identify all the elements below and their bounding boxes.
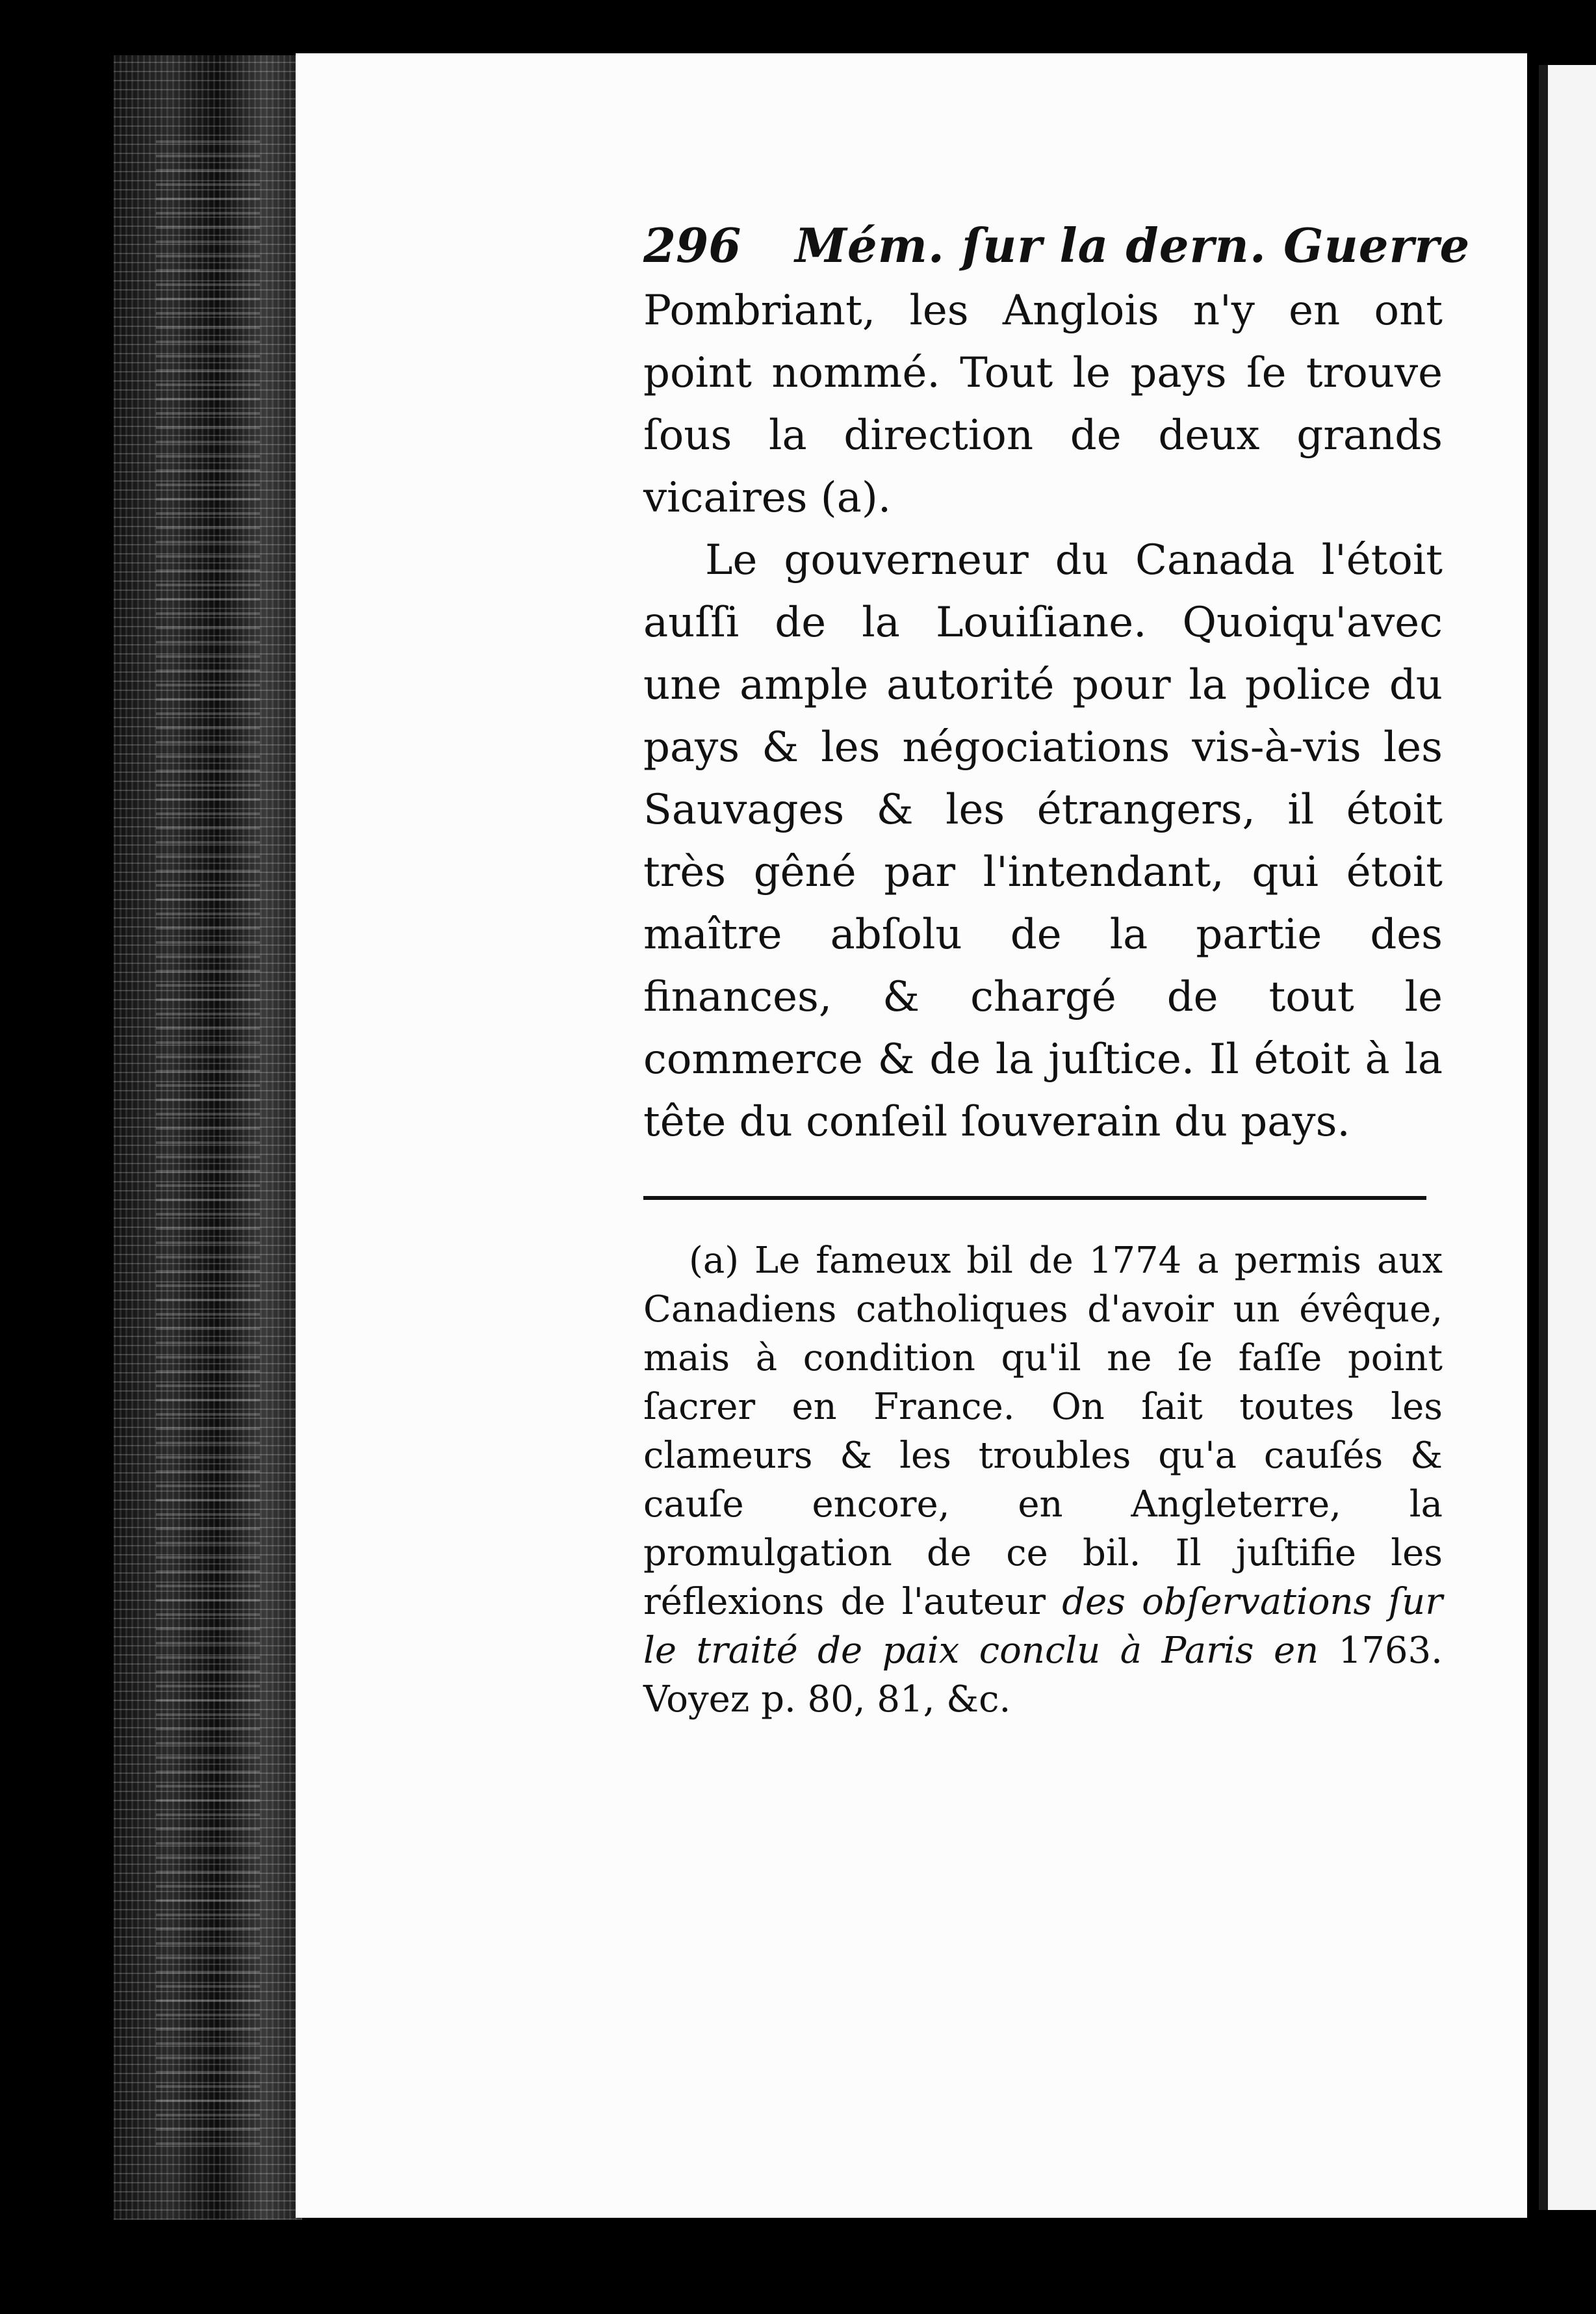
footnote-text: Le fameux bil de 1774 a permis aux Canadiens catholiques d'avoir un évêque, mais à condition qu'il ne ſe faſſe point ſacrer en France. On ſait toutes les clameurs & les troubles qu'a cauſés & cauſe encore, en Angleterre, la promulgation de ce bil. Il juſtifie les réflexions de l'auteur: [643, 1240, 1443, 1623]
footnote-italic-title: des obſervations ſur le traité de paix conclu à Paris en: [643, 1581, 1443, 1672]
footnote-rule: [643, 1196, 1426, 1200]
running-head: [643, 214, 1471, 280]
paragraph-1: Pombriant, les Anglois n'y en ont point nommé. Tout le pays ſe trouve ſous la direction de deux grands vicaires (a).: [643, 287, 1443, 522]
paragraph-2: Le gouverneur du Canada l'étoit auſſi de la Louiſiane. Quoiqu'avec une ample autorité pour la police du pays & les négociations vis-à-vis les Sauvages & les étrangers, il étoit très gêné par l'intendant, qui étoit maître abſolu de la partie des finances, & chargé de tout le commerce & de la juſtice. Il étoit à la tête du conſeil ſouverain du pays.: [643, 536, 1443, 1146]
footnote-end: 1763. Voyez p. 80, 81, &c.: [643, 1630, 1443, 1721]
gutter-texture: [156, 130, 260, 2145]
body-text: [643, 280, 1443, 1153]
running-title: Mém. ſur la dern. Guerre: [795, 218, 1471, 273]
next-page-edge: [1539, 65, 1596, 2210]
footnote: [643, 1236, 1443, 1724]
footnote-marker: (a): [689, 1240, 740, 1282]
page-number: 296: [643, 218, 741, 273]
page-content: [643, 214, 1471, 1724]
